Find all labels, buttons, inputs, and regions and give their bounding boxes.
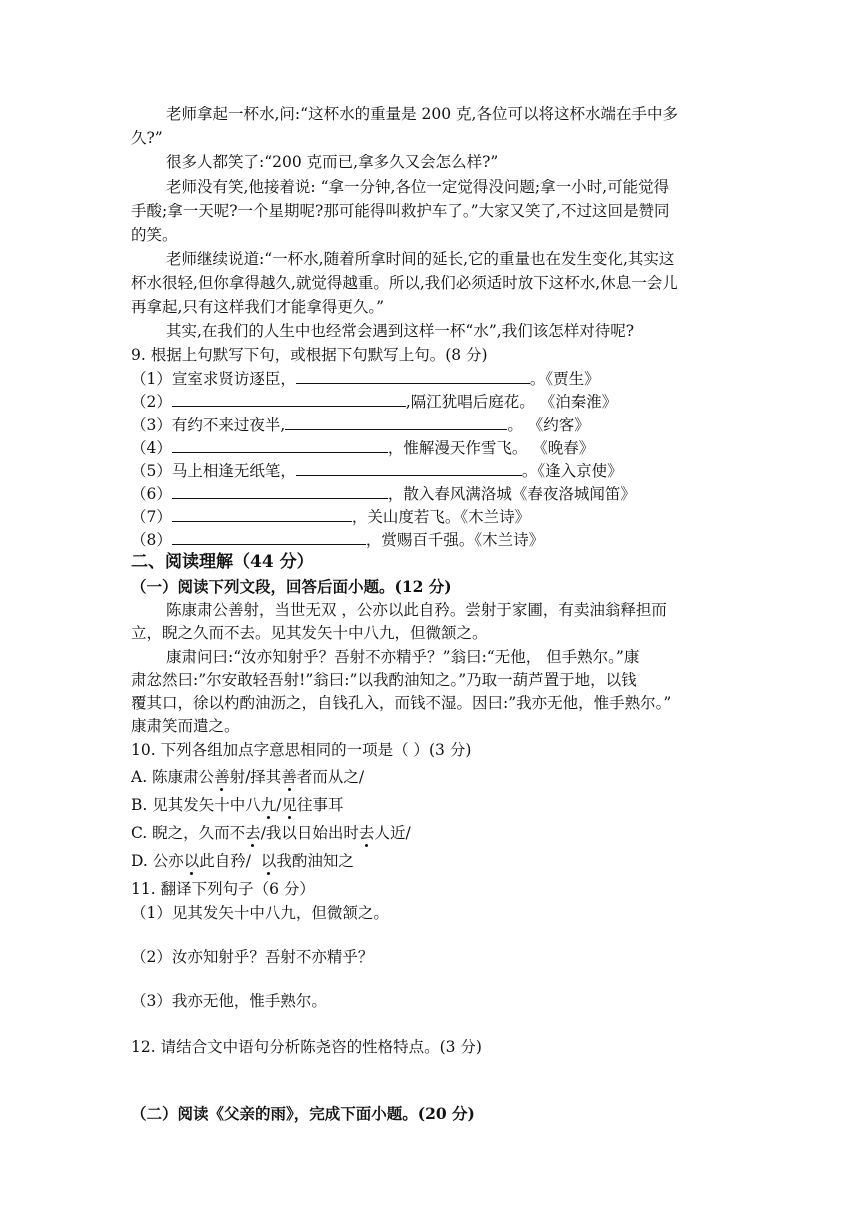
item-number: （3） (131, 416, 172, 434)
answer-blank[interactable] (172, 437, 388, 453)
question-11-title: 11. 翻译下列句子（6 分） (131, 880, 315, 898)
story-line: 再拿起,只有这样我们才能拿得更久。” (131, 298, 385, 316)
passage-line: 覆其口，徐以杓酌油沥之，自钱孔入，而钱不湿。因曰:”我亦无他，惟手熟尔。” (131, 694, 672, 712)
story-line: 其实,在我们的人生中也经常会遇到这样一杯“水”,我们该怎样对待呢? (166, 322, 635, 340)
section-2-title: 二、阅读理解（44 分） (131, 552, 314, 572)
item-suffix: ，关山度若飞。《木兰诗》 (351, 508, 531, 526)
story-line: 老师继续说道:“一杯水,随着所拿时间的延长,它的重量也在发生变化,其实这 (166, 250, 675, 268)
dotted-char: 去 (245, 824, 261, 842)
answer-blank[interactable] (285, 414, 507, 430)
item-suffix: ，惟解漫天作雪飞。 《晚春》 (387, 439, 595, 457)
dotted-char: 以 (260, 852, 277, 870)
option-label: C. (131, 824, 148, 842)
option-text: 我酌油知之 (276, 852, 354, 870)
answer-blank[interactable] (172, 529, 366, 545)
q10-option-a[interactable] (131, 767, 364, 787)
dotted-char: 善 (214, 768, 230, 786)
q9-item-4 (131, 437, 594, 458)
item-suffix: 。 《约客》 (507, 416, 590, 434)
option-text: 往事耳 (297, 796, 344, 814)
story-line: 手酸;拿一天呢?一个星期呢?那可能得叫救护车了。”大家又笑了,不过这回是赞同 (131, 202, 670, 220)
passage-line: 康肃笑而遣之。 (131, 717, 240, 735)
option-text: 公亦 (147, 852, 184, 870)
q11-sentence-1: （1）见其发矢十中八九，但微颔之。 (131, 904, 389, 922)
story-line: 很多人都笑了:“200 克而已,拿多久又会怎么样?” (166, 153, 499, 171)
option-label: D. (131, 852, 148, 870)
item-number: （2） (131, 393, 172, 411)
answer-blank[interactable] (172, 506, 352, 522)
option-text: 睨之，久而不 (147, 824, 246, 842)
q11-sentence-3: （3）我亦无他，惟手熟尔。 (131, 992, 327, 1010)
option-text: 陈康肃公 (147, 768, 215, 786)
q10-option-b[interactable] (131, 795, 344, 815)
question-9-title: 9. 根据上句默写下句，或根据下句默写上句。(8 分) (131, 346, 488, 364)
question-12-title: 12. 请结合文中语句分析陈尧咨的性格特点。(3 分) (131, 1038, 482, 1056)
option-text: 者而从之/ (296, 768, 365, 786)
answer-blank[interactable] (296, 460, 522, 476)
q9-item-5 (131, 460, 623, 481)
item-number: （5） (131, 462, 172, 480)
q9-item-3 (131, 414, 590, 435)
item-suffix: ,隔江犹唱后庭花。 《泊秦淮》 (405, 393, 618, 411)
dotted-char: 见 (281, 796, 298, 814)
item-prefix: 宣室求贤访逐臣， (171, 370, 296, 388)
item-prefix: 马上相逢无纸笔， (171, 462, 296, 480)
option-text: 此自矜/ (199, 852, 261, 870)
item-suffix: ，赏赐百千强。《木兰诗》 (365, 531, 545, 549)
q9-item-7 (131, 506, 530, 527)
item-number: （4） (131, 439, 172, 457)
dotted-char: 善 (281, 768, 297, 786)
answer-blank[interactable] (296, 368, 530, 384)
option-text: 人近/ (374, 824, 411, 842)
story-line: 老师没有笑,他接着说: “拿一分钟,各位一定觉得没问题;拿一小时,可能觉得 (166, 178, 670, 196)
story-line: 的笑。 (131, 226, 178, 244)
item-suffix: ，散入春风满洛城《春夜洛城闻笛》 (387, 485, 636, 503)
q9-item-2 (131, 391, 617, 412)
q11-sentence-2: （2）汝亦知射乎？吾射不亦精乎？ (131, 948, 374, 966)
question-10-title: 10. 下列各组加点字意思相同的一项是（ ）(3 分) (131, 741, 472, 759)
q9-item-1 (131, 368, 600, 389)
answer-blank[interactable] (172, 483, 388, 499)
passage-line: 陈康肃公善射，当世无双 ，公亦以此自矜。尝射于家圃，有卖油翁释担而 (166, 601, 667, 619)
part-1-title: （一）阅读下列文段，回答后面小题。(12 分) (131, 577, 452, 596)
item-number: （7） (131, 508, 172, 526)
option-text: 射/择其 (229, 768, 282, 786)
q10-option-c[interactable] (131, 823, 411, 843)
option-text: /我以日始出时 (260, 824, 359, 842)
item-number: （6） (131, 485, 172, 503)
item-number: （1） (131, 370, 172, 388)
answer-blank[interactable] (172, 391, 406, 407)
passage-line: 康肃问曰:“汝亦知射乎？吾射不亦精乎？”翁曰:“无他， 但手熟尔。”康 (166, 648, 640, 666)
story-line: 久?” (131, 129, 163, 147)
option-label: A. (131, 768, 148, 786)
option-text: 见其发矢十中八 (147, 796, 261, 814)
dotted-char: 去 (358, 824, 375, 842)
story-line: 杯水很轻,但你拿得越久,就觉得越重。所以,我们必须适时放下这杯水,休息一会儿 (131, 274, 678, 292)
q9-item-8 (131, 529, 544, 550)
dotted-char: 九 (260, 796, 277, 814)
item-prefix: 有约不来过夜半, (171, 416, 286, 434)
option-text: / (276, 796, 282, 814)
item-number: （8） (131, 531, 172, 549)
story-line: 老师拿起一杯水,问:“这杯水的重量是 200 克,各位可以将这杯水端在手中多 (166, 105, 678, 123)
passage-line: 肃忿然曰:”尔安敢轻吾射!”翁曰:”以我酌油知之。”乃取一葫芦置于地，以钱 (131, 671, 637, 689)
item-suffix: 。《贾生》 (529, 370, 600, 388)
item-suffix: 。《逢入京使》 (521, 462, 623, 480)
part-2-title: （二）阅读《父亲的雨》，完成下面小题。(20 分) (131, 1104, 475, 1123)
q10-option-d[interactable] (131, 851, 354, 871)
option-label: B. (131, 796, 148, 814)
q9-item-6 (131, 483, 636, 504)
passage-line: 立，睨之久而不去。见其发矢十中八九，但微颔之。 (131, 624, 488, 642)
dotted-char: 以 (183, 852, 200, 870)
